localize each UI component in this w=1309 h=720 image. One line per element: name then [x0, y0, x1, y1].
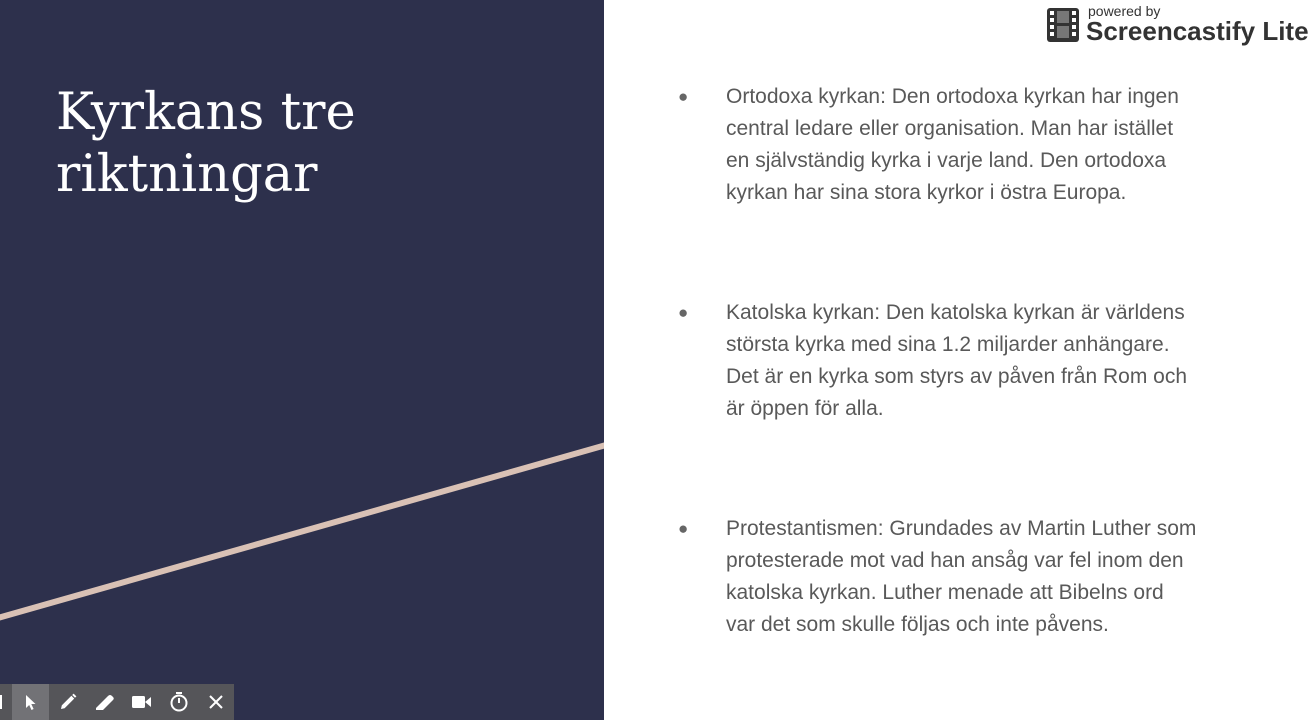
bullet-text: Protestantismen: Grundades av Martin Luther som protesterade mot vad han ansåg var fel inom den katolska kyrkan. Luther menade att Bibelns ord var det som skulle följas och inte påvens.	[726, 517, 1197, 636]
cursor-icon	[22, 693, 40, 711]
close-tool-button[interactable]	[197, 684, 234, 720]
annotation-toolbar	[0, 684, 234, 720]
camera-tool-button[interactable]	[123, 684, 160, 720]
watermark-brand: Screencastify Lite	[1086, 16, 1309, 46]
slide-title: Kyrkans tre riktningar	[56, 83, 356, 204]
handle-icon	[0, 695, 4, 709]
bullet-marker: ●	[678, 87, 689, 106]
close-icon	[209, 695, 223, 709]
bullet-marker: ●	[678, 519, 689, 538]
timer-tool-button[interactable]	[160, 684, 197, 720]
cursor-tool-button[interactable]	[12, 684, 49, 720]
diagonal-accent-line	[0, 0, 604, 720]
bullet-marker: ●	[678, 303, 689, 322]
eraser-tool-button[interactable]	[86, 684, 123, 720]
pen-tool-button[interactable]	[49, 684, 86, 720]
video-camera-icon	[132, 695, 152, 709]
watermark-powered-by: powered by	[1088, 3, 1161, 19]
timer-icon	[170, 692, 188, 712]
bullet-text: Katolska kyrkan: Den katolska kyrkan är världens största kyrka med sina 1.2 miljarder anhängare. Det är en kyrka som styrs av påven från Rom och är öppen för alla.	[726, 301, 1188, 420]
toolbar-handle[interactable]	[0, 684, 12, 720]
screencastify-watermark	[1044, 2, 1309, 48]
eraser-icon	[95, 693, 115, 711]
slide-left-panel	[0, 0, 604, 720]
film-icon	[1046, 7, 1080, 43]
pencil-icon	[59, 693, 77, 711]
slide-right-panel	[604, 0, 1280, 720]
bullet-text: Ortodoxa kyrkan: Den ortodoxa kyrkan har ingen central ledare eller organisation. Man har istället en självständig kyrka i varje land. Den ortodoxa kyrkan har sina stora kyrkor i östra Europa.	[726, 85, 1179, 204]
bullet-item-ortodoxa	[678, 81, 1198, 209]
bullet-item-protestantismen	[678, 513, 1198, 641]
bullet-item-katolska	[678, 297, 1198, 425]
